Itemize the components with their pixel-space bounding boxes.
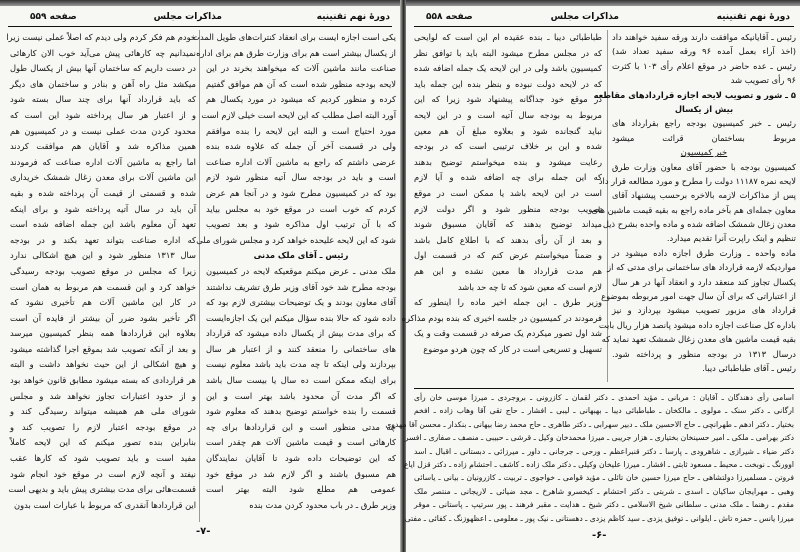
text-line <box>403 458 794 471</box>
column-divider <box>199 30 200 522</box>
line-text: خودم هم فکر کردم ولی دیدم که اصلاً عملی نیست زیرا <box>6 32 196 42</box>
line-text: رئیس ـ خبر کمیسیون بودجه راجع بقرارداد های <box>612 118 796 129</box>
line-text: مورد احتیاج است و البته این لایحه را بنده موافقم <box>206 125 396 136</box>
line-text: در کار این ماشین آلات هم تأخیری نشود که <box>10 297 196 308</box>
text-line <box>414 498 794 511</box>
line-text: رئیس ـ آقای ملک مدنی <box>253 250 349 261</box>
line-text: بیش از یکسال <box>674 103 734 114</box>
line-text: بود که در کمیسیون مطرح شود و در آنجا هم عرض <box>206 187 396 198</box>
line-text: اوورنگ ـ نوبخت ـ محیط ـ مسعود ثابتی ـ افشار ـ میرزا علیخان وکیلی ـ دکتر ملک زاده ـ کاشف ـ احتشام زاده ـ دکتر قزل ایاغ <box>403 459 794 469</box>
line-text: کمیسیون باشد ولی در این لایحه یک جمله اضافه شده <box>414 63 602 74</box>
text-line <box>612 160 796 174</box>
text-column-left <box>401 30 602 357</box>
text-line <box>10 108 196 124</box>
line-text: که اداره صناعت بتواند تعهد بکند و در بودجه <box>10 234 196 245</box>
line-text: بقیه قیمت ماشین های معدن زغال شمشک تعهد نماید که <box>601 334 796 345</box>
text-line <box>10 186 196 202</box>
text-line <box>612 59 796 73</box>
line-text: شورای ملی هم همیشه میتواند رسیدگی کند و <box>10 406 196 417</box>
line-text: رئیس ـ آقایانیکه موافقت دارند ورقه سفید خواهند داد <box>612 32 796 42</box>
text-line <box>10 342 196 358</box>
text-line <box>612 131 796 145</box>
text-line <box>414 326 602 342</box>
text-line <box>414 108 602 124</box>
line-text: مفید است و باید تصویب شود که کارها عقب <box>10 453 196 464</box>
text-line <box>206 170 396 186</box>
page-number: صفحه ۵۵۹ <box>30 12 77 22</box>
text-line <box>414 61 602 77</box>
line-text: از یکسال بیشتر است هم برای وزارت طرق هم برای اداره <box>196 47 396 58</box>
line-text: این ماشین آلات برای معدن زغال شمشک خریداری <box>10 172 196 183</box>
line-text: مربوط بساختمان قرائت میشود <box>612 132 796 143</box>
line-text: محدود کردن مدت عملی نیست و در کمیسیون هم <box>10 125 196 136</box>
text-line <box>10 46 196 62</box>
text-line <box>206 482 396 498</box>
line-text: همین مذاکره شد و آقایان هم موافقت کردند <box>10 141 196 152</box>
line-text: بعلاوه این قراردادها همه بنظر کمیسیون میرسد <box>10 328 196 339</box>
line-text: خواهد کرد و این قسمت هم مربوط به همان است <box>10 281 196 292</box>
text-line <box>10 498 196 514</box>
page-footer: -۷- <box>196 526 211 537</box>
text-column-left <box>6 30 196 513</box>
line-text: کمیسیون بودجه با حضور آقای معاون وزارت طرق <box>612 161 796 172</box>
line-text: است و باید در بودجه سال آتیه منظور شود لازم <box>206 172 396 183</box>
text-line <box>206 77 396 93</box>
text-line <box>414 155 602 171</box>
text-line <box>206 326 396 342</box>
text-line <box>10 170 196 186</box>
line-text: که باید قرارداد آنها برای چند سال بسته شود <box>10 94 196 105</box>
line-text: مقدم ـ رهنما ـ ملک مدنی ـ سلطانی شیخ الاسلامی ـ دکتر شیخ ـ هدایت ـ مقبر فرهند ـ پور سرتیپ ـ پاستانی ـ موقر <box>414 500 794 510</box>
text-line <box>414 471 794 484</box>
line-text: شده و قسمتی از قیمت آن پرداخته شده و بقیه <box>10 187 196 198</box>
line-text: اگر تأخیر بشود ضرر آن بیشتر از فایده آن است <box>10 312 196 323</box>
text-line <box>414 445 794 458</box>
text-line <box>10 404 196 420</box>
line-text: نیفتد و آنچه لازم است در موقع خود انجام شود <box>10 468 196 479</box>
text-line <box>10 233 196 249</box>
line-text: که این توضیحات داده شود تا آقایان نمایندگان <box>206 453 396 464</box>
text-line <box>206 280 396 296</box>
line-text: تصویب بودجه منظور شود و اگر دولت لازم <box>414 203 602 214</box>
text-line <box>196 46 396 62</box>
line-text: رئیس ـ عده حاضر در موقع اعلام رأی ۱۰۳ با کثرت <box>612 60 796 71</box>
text-line <box>598 318 796 332</box>
text-line <box>404 512 794 525</box>
line-text: هر قراردادی که بسته میشود مطابق قانون خواهد بود <box>10 375 196 386</box>
text-line <box>10 202 196 218</box>
text-line <box>10 61 196 77</box>
line-text: بختیار ـ دکتر ادهم ـ طهرانچی ـ حاج الاحسین ملک ـ دبیر سهرابی ـ دکتر طاهری ـ حاج محمد رضا بیهانی ـ بنکدار ـ محسن آقا مهدوی <box>385 419 794 429</box>
line-text: قسمت را بنده خواستم توضیح بدهند که معلوم شود <box>206 406 396 417</box>
line-text: قرارداد های مزبور تصویب میشود بپردازد و نیز <box>612 305 796 316</box>
text-line <box>414 342 602 358</box>
text-line <box>10 373 196 389</box>
text-line <box>206 217 396 233</box>
text-line <box>206 61 396 77</box>
line-text: ۵ ـ شور و تصویب لایحه اجازه قراردادهای مقاطعه <box>593 89 796 100</box>
line-text: تعهد آن معلوم باشد این جمله اضافه شده است <box>10 219 196 230</box>
text-line <box>10 217 196 233</box>
session-label: دورهٔ نهم تقنینیه <box>716 12 790 22</box>
line-text: شود که این لایحه علیحده خواهد کرد و مجلس شورای ملی <box>196 234 396 245</box>
line-text: برای اینکه ممکن است ده سال یا بیست سال باشد <box>206 375 396 386</box>
text-line <box>385 418 794 431</box>
text-line <box>10 467 196 483</box>
text-line <box>601 289 796 303</box>
line-text: سال ۱۳۱۳ منظور شود و این هیچ اشکالی ندارد <box>10 250 196 261</box>
line-text: شده و این بر خلاف ترتیبی است که در بودجه <box>414 141 602 152</box>
text-line <box>206 186 396 202</box>
text-line <box>601 332 796 346</box>
line-text: پس از مذاکرات لازمه بالاخره برحسب پیشنهاد آقای <box>612 190 796 201</box>
line-text: معدن زغال شمشک اضافه شده و ماده واحده بشرح ذیل <box>602 219 796 230</box>
line-text: طباطبائی دیبا ـ بنده عقیده ام این است که لوایحی <box>414 32 602 42</box>
text-line <box>612 30 796 44</box>
line-text: و از اعتبار هر سال پرداخته شود این است که <box>10 109 196 120</box>
line-text: کردم که خوب است در موقع خود به مجلس بیاید <box>206 203 396 214</box>
text-line <box>414 233 602 249</box>
line-text: که این جمله برای چه اضافه شده و آیا لازم <box>414 172 602 183</box>
line-text: اسامی رأی دهندگان ـ آقایان : مربانی ـ مؤید احمدی ـ دکتر لقمان ـ کازرونی ـ بروجردی ـ میرزا موسی خان رأی <box>414 393 794 402</box>
line-text: میکشد مثل راه آهن و بنادر و ساختمان های دیگر <box>10 78 196 89</box>
text-line <box>414 77 602 93</box>
text-line <box>10 389 196 405</box>
line-text: در موقع خود جداگانه پیشنهاد شود زیرا که این <box>414 94 602 105</box>
line-text: وزیر طرق ـ در باب محدود کردن مدت بنده <box>249 499 396 510</box>
text-line <box>206 155 396 171</box>
line-text: فرمودند در کمیسیون در جلسه اخیری که بنده بودم مذاکره <box>401 312 602 323</box>
section-heading <box>206 248 396 264</box>
text-column-right <box>591 30 796 375</box>
section-heading <box>206 264 396 280</box>
text-line <box>414 485 794 498</box>
text-line <box>206 342 396 358</box>
line-text: های ساختمانی را منعقد کنند و از اعتبار هر سال <box>206 343 396 354</box>
text-line <box>206 498 396 514</box>
scan-edge <box>0 0 402 6</box>
line-text: که با آن ترتیب اول مذاکره شود و بعد تصویب <box>206 219 396 230</box>
line-text: لایحه نمره ۱۱۱۸۷ دولت را مطرح و مورد مطالعه قرار داد <box>598 175 796 186</box>
header-title: مذاکرات مجلس <box>550 12 619 22</box>
line-text: که در لایحه دولت نبوده و بنظر بنده این جمله باید <box>414 78 602 89</box>
line-text: و بعد از آنکه تصویب شد بموقع اجرا گذاشته میشود <box>10 343 196 354</box>
line-text: ماده واحده ـ وزارت طرق اجازه داده میشود در <box>612 247 796 258</box>
text-line <box>414 391 794 404</box>
text-line <box>10 155 196 171</box>
line-text: چه مدتی منظور است و این قراردادها برای چه <box>206 421 396 432</box>
line-text: لایحه بودجه منظور شده است که آن هم موافق گفتیم <box>206 78 396 89</box>
page-header <box>8 12 392 27</box>
line-text: وزیر طرق ـ این جمله اخیر ماده را اینطور که <box>414 297 602 308</box>
text-line <box>414 30 602 46</box>
line-text: در موقع بودجه اعتبار لازم را تصویب کند و <box>10 421 196 432</box>
line-text: و ضمناً میخواستم عرض کنم که در قسمت اول <box>414 250 602 261</box>
text-line <box>602 217 796 231</box>
text-line <box>206 357 396 373</box>
text-line <box>414 295 602 311</box>
text-line <box>414 280 602 296</box>
line-text: داده شود که حالا بنده سؤال میکنم این یک اجازه‌ایست <box>206 312 396 323</box>
text-line <box>206 404 396 420</box>
line-text: ملک مدنی ـ عرض میکنم موقعیکه لایحه در کمیسیون <box>206 265 396 276</box>
text-line <box>591 203 796 217</box>
line-text: میرزا یانس ـ حمزه تاش ـ ایلوانی ـ توفیق یزدی ـ سید کاظم یزدی ـ دهستانی ـ نیک پور ـ معلومی ـ اعظهوزنگ ـ کفائی ـ مفتی <box>404 513 794 523</box>
text-line <box>414 248 602 264</box>
line-text: این قراردادها آنقدری که مربوط با عبارات است بدون <box>14 499 196 510</box>
text-line <box>10 248 196 264</box>
text-line <box>612 145 796 159</box>
text-line <box>414 139 602 155</box>
line-text: کرده و منظور کردیم که میشود در مورد یکسال هم <box>206 94 396 105</box>
line-text: آقای معاون بودند و یک توضیحات بیشتری لازم بود که <box>206 297 396 308</box>
text-line <box>206 373 396 389</box>
line-text: ۹۶ رأی تصویب شد <box>730 75 796 86</box>
line-text: نمیدانیم چه کارهائی پیش می‌آید خوب الان کارهائی <box>10 47 196 58</box>
line-text: مواردیکه لازمه قرارداد های ساختمانی برای مدتی که از <box>607 262 796 273</box>
text-line <box>612 116 796 130</box>
line-text: رئیس ـ آقای طباطبائی دیبا. <box>702 362 796 373</box>
text-line <box>206 467 396 483</box>
text-line <box>10 139 196 155</box>
text-line <box>10 124 196 140</box>
text-line <box>10 311 196 327</box>
text-line <box>10 280 196 296</box>
text-line <box>201 108 396 124</box>
line-text: آورد البته اصل مطلب که این لایحه است خیلی لازم است <box>201 109 396 120</box>
text-line <box>10 326 196 342</box>
text-line <box>612 303 796 317</box>
text-line <box>206 451 396 467</box>
session-label: دورهٔ نهم تقنینیه <box>316 12 390 22</box>
line-text: عرضی داشتم که راجع به ماشین آلات اداره صناعت <box>206 156 396 167</box>
text-column-right <box>192 30 396 513</box>
page-footer: -۶- <box>592 530 607 541</box>
text-line <box>6 30 196 46</box>
line-text: که اگر مدت آن محدود باشد بهتر است و این <box>206 390 396 401</box>
text-line <box>612 275 796 289</box>
text-line <box>607 260 796 274</box>
text-line <box>206 92 396 108</box>
text-line <box>10 92 196 108</box>
line-text: لازم است که معین شود که تا چه حد باشد <box>457 281 602 292</box>
text-line <box>414 186 602 202</box>
line-text: و از حدود اعتبارات تجاوز نخواهد شد و مجلس <box>10 390 196 401</box>
line-text: بودجه مطرح شد خود آقای وزیر طرق تشریف نداشتند <box>206 281 396 292</box>
text-line <box>206 311 396 327</box>
line-text: عمومی هم مطلع شود البته بهتر است <box>206 484 396 495</box>
text-line <box>10 420 196 436</box>
page-header <box>414 12 794 27</box>
text-line <box>10 435 196 451</box>
line-text: دکتر بهرامی ـ ملکی ـ امیر حسینخان بختیاری ـ هزار جریبی ـ میرزا محمدخان وکیل ـ قرشی ـ حبیبی ـ منصف ـ صفاری ـ افسر <box>404 433 794 443</box>
line-text: یکی است اجازه ایست برای انعقاد کنترات‌های طویل المدت <box>192 32 396 42</box>
line-text: شد اول تصور میکردم یک صرفه در قسمت وقت و یک <box>414 328 602 339</box>
line-text: بنابراین بنده تصور میکنم که این لایحه کاملاً <box>10 437 196 448</box>
text-line <box>612 361 796 375</box>
text-line <box>206 295 396 311</box>
line-text: که برای مدت بیش از یکسال داده میشود که قرارداد <box>206 328 396 339</box>
line-text: زیرا که مجلس در موقع تصویب بودجه رسیدگی <box>10 265 196 276</box>
text-line <box>414 124 602 140</box>
line-text: وهبی ـ مهرایجان ساکیان ـ اسدی ـ شربتی ـ دکتر احتشام ـ کیخسرو شاهرخ ـ مجد ضیائی ـ لاریجانی ـ منتصر ملک <box>414 486 794 496</box>
line-text: که در مجلس مطرح میشود البته باید با توافق نظر <box>414 47 602 58</box>
line-text: فروتن ـ مسلمیرزا دولتشاهی ـ حاج میرزا حسین خان تائلی ـ مؤید قوامی ـ خواجوی ـ تربیت ـ کازرونیان ـ بیانی ـ یاسائی <box>414 473 794 483</box>
text-line <box>414 46 602 62</box>
section-heading <box>612 102 796 116</box>
text-line <box>10 451 196 467</box>
text-line <box>612 231 796 245</box>
text-line <box>414 404 794 417</box>
line-text: مربوط به بودجه سال آتیه است و در این لایحه <box>414 109 602 120</box>
text-line <box>404 431 794 444</box>
text-line <box>612 347 796 361</box>
text-line <box>206 435 396 451</box>
line-text: در دست داریم که ساختمان آنها بیش از یکسال طول <box>10 63 196 74</box>
text-line <box>10 77 196 93</box>
line-text: نباید گنجانده شود و بعلاوه مبلغ آن هم معین <box>414 125 602 136</box>
line-text: ارگانی ـ دکتر سنک ـ مولوی ـ مالکخان ـ طباطبائی دیبا ـ بهبهانی ـ لیبی ـ افشار ـ حاج تقی آقا وهاب زاده ـ افخم <box>414 406 794 416</box>
line-text: از اعتباراتی که برای آن سال جهت امور مربوطه بموضوع <box>601 291 796 302</box>
line-text: (اخذ آراء بعمل آمده ۹۶ ورقه سفید تعداد شد) <box>612 46 796 57</box>
header-title: مذاکرات مجلس <box>153 12 222 22</box>
text-line <box>612 73 796 87</box>
text-line <box>196 233 396 249</box>
line-text: است در این لایحه باشد یا ممکن است در موقع <box>414 187 602 198</box>
line-text: رعایت میشود و بنده میخواستم توضیح بدهند <box>414 156 602 167</box>
text-line <box>10 357 196 373</box>
line-text: و بعد از آن رأی بدهند که با اطلاع کامل باشد <box>414 234 602 245</box>
line-text: آن باید در سال آتیه پرداخته شود و برای اینکه <box>10 203 196 214</box>
scan-edge <box>406 0 800 6</box>
text-line <box>414 92 602 108</box>
line-text: کارهائی است و قیمت ماشین آلات هم چقدر است <box>206 437 396 448</box>
text-line <box>206 139 396 155</box>
text-line <box>414 170 602 186</box>
text-line <box>414 202 602 218</box>
line-text: و هیچ اشکالی از این حیث نخواهد داشت و البته <box>10 359 196 370</box>
text-line <box>10 295 196 311</box>
text-line <box>10 264 196 280</box>
line-text: دکتر ضیاء ـ شیرازی ـ شاهرودی ـ پارسا ـ دکتر قنبراعظم ـ ورحی ـ جرجانی ـ داور ـ میرزائی ـ دبستانی ـ اقبال ـ اسد <box>414 446 794 456</box>
line-text: میداند توضیح بدهند که آقایان مسبوق شوند <box>414 219 602 230</box>
text-line <box>414 264 602 280</box>
text-line <box>206 202 396 218</box>
line-text: خبر کمیسیون <box>680 147 728 158</box>
line-text: باداره کل صناعت اجازه داده میشود پانصد هزار ریال بابت <box>598 319 796 330</box>
text-line <box>612 44 796 58</box>
voters-list <box>385 388 794 525</box>
text-line <box>192 30 396 46</box>
line-text: هم مسبوق باشند و اگر لازم شد در موقع خود <box>206 468 396 479</box>
line-text: صناعت مانند ماشین آلات که میخواهند بخرند در این <box>206 63 396 74</box>
text-line <box>598 174 796 188</box>
line-text: معاون جمله‌ای هم بآخر ماده راجع به بقیه قیمت ماشین های <box>591 204 796 215</box>
line-text: قسمت‌هائی برای مدت بیشتری پیش باید و بدیهی است <box>8 484 196 495</box>
text-line <box>612 188 796 202</box>
text-line <box>612 246 796 260</box>
line-text: یکسال تجاوز کند منعقد دارد و انعقاد آنها در هر سال <box>612 276 796 287</box>
line-text: اما راجع به ماشین آلات اداره صناعت که فرمودند <box>10 156 196 167</box>
line-text: تسهیل و تسریعی است در کار که چون هردو موضوع <box>423 343 602 354</box>
line-text: درسال ۱۳۱۳ در بودجه منظور و پرداخته شود. <box>612 348 796 359</box>
line-text: بپردازند ولی اینکه تا چه مدت باید باشد معلوم نیست <box>206 359 396 370</box>
text-line <box>206 389 396 405</box>
section-heading <box>593 88 796 102</box>
text-line <box>206 420 396 436</box>
page-number: صفحه ۵۵۸ <box>426 12 473 22</box>
line-text: هم مدت قرارداد ها معین نشده و این هم <box>414 265 602 276</box>
line-text: ولی در قسمت آخر آن جمله که علاوه شده بنده <box>206 141 396 152</box>
line-text: تنظیم و اینک راپرت آنرا تقدیم میدارد. <box>666 233 796 244</box>
text-line <box>401 311 602 327</box>
text-line <box>414 217 602 233</box>
text-line <box>206 124 396 140</box>
text-line <box>10 482 196 498</box>
